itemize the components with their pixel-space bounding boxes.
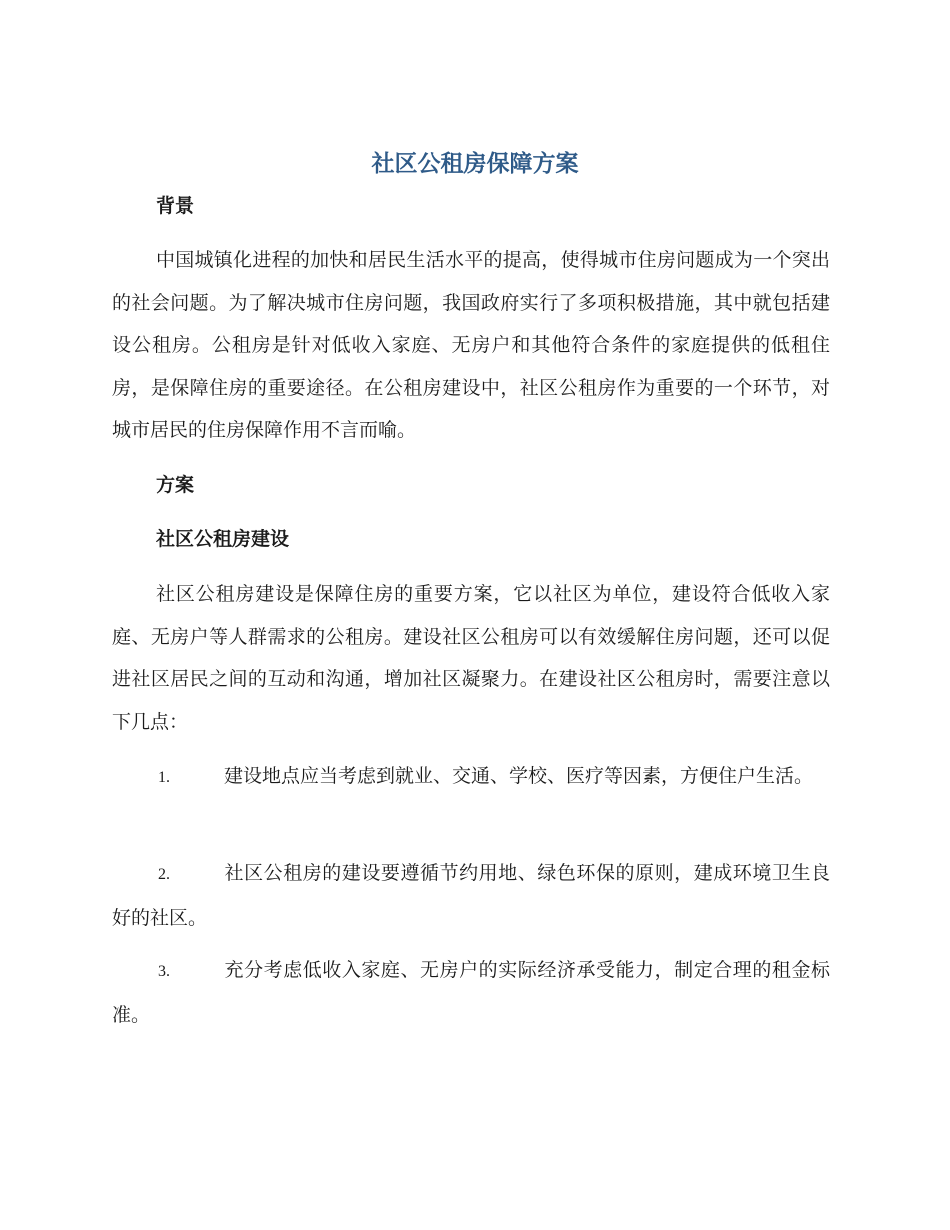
background-paragraph: 中国城镇化进程的加快和居民生活水平的提高，使得城市住房问题成为一个突出的社会问题。为了解决城市住房问题，我国政府实行了多项积极措施，其中就包括建设公租房。公租房是针对低收入家庭、无房户和其他符合条件的家庭提供的低租住房，是保障住房的重要途径。在公租房建设中，社区公租房作为重要的一个环节，对城市居民的住房保障作用不言而喻。 [112,249,830,441]
section-heading-construction: 社区公租房建设 [156,528,290,550]
construction-paragraph: 社区公租房建设是保障住房的重要方案，它以社区为单位，建设符合低收入家庭、无房户等人群需求的公租房。建设社区公租房可以有效缓解住房问题，还可以促进社区居民之间的互动和沟通，增加社区凝聚力。在建设社区公租房时，需要注意以下几点： [112,583,830,733]
list-text: 充分考虑低收入家庭、无房户的实际经济承受能力，制定合理的租金标准。 [112,959,830,1026]
list-number: 3. [158,963,170,980]
list-item [112,755,830,800]
list-number: 1. [158,769,170,786]
list-text: 建设地点应当考虑到就业、交通、学校、医疗等因素，方便住户生活。 [224,765,814,787]
list-item [112,949,830,1036]
list-item [112,852,830,939]
list-number: 2. [158,866,170,883]
section-heading-background: 背景 [156,195,195,217]
list-text: 社区公租房的建设要遵循节约用地、绿色环保的原则，建成环境卫生良好的社区。 [112,862,830,929]
document-title: 社区公租房保障方案 [371,151,579,177]
section-heading-plan: 方案 [156,474,195,496]
